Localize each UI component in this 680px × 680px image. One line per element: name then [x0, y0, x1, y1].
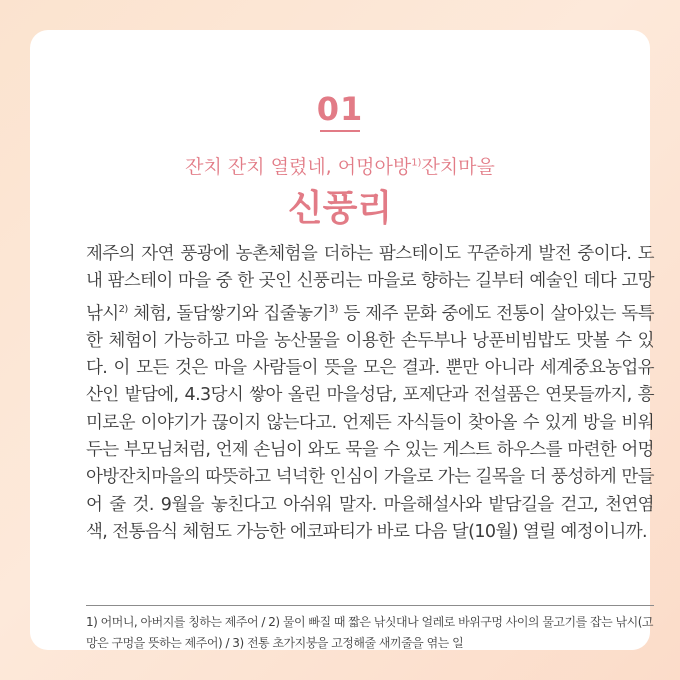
subtitle [30, 152, 650, 179]
subtitle-tail: 잔치마을 [421, 156, 495, 178]
page-title: 신풍리 [287, 188, 393, 229]
body-text-part: 등 제주 문화 중에도 전통이 살아있는 독특한 체험이 가능하고 마을 농산물을 이용한 손두부나 낭푼비빔밥도 맛볼 수 있다. 이 모든 것은 마을 사람들이 뜻을 모은 결과. 뿐만 아니라 세계중요농업유산인 밭담에, 4.3당시 쌓아 올린 마을성담, 포제단과 전설품은 연못들까지, 흥미로운 이야기가 끊이지 않는다고. 언제든 자식들이 찾아올 수 있게 방을 비워두는 부모님처럼, 언제 손님이 와도 묵을 수 있는 게스트 하우스를 마련한 어멍아방잔치마을의 따뜻하고 넉넉한 인심이 가을로 가는 길목을 더 풍성하게 만들어 줄 것. 9월을 놓친다고 아쉬워 말자. 마을해설사와 밭담길을 걷고, 천연염색, 전통음식 체험도 가능한 에코파티가 바로 다음 달(10월) 열릴 예정이니까. [86, 303, 654, 542]
subtitle-text: 잔치 잔치 열렸네, 어멍아방 [185, 156, 412, 178]
content-card [30, 30, 654, 650]
footnote-ref: 3) [328, 303, 338, 315]
footnote-ref: 2) [118, 303, 128, 315]
subtitle-footnote-ref: 1) [411, 157, 422, 169]
footnotes: 1) 어머니, 아버지를 칭하는 제주어 / 2) 물이 빠질 때 짧은 낚싯대나 얼레로 바위구멍 사이의 물고기를 잡는 낚시(고망은 구멍을 뜻하는 제주어) / 3) 전통 초가지붕을 고정해줄 새끼줄을 엮는 일 [86, 615, 653, 650]
body-text-part: 체험, 돌담쌓기와 집줄놓기 [127, 303, 329, 324]
footnote-divider [86, 605, 654, 606]
section-number: 01 [316, 90, 364, 128]
number-underline [320, 130, 360, 132]
body-text-part: 제주의 자연 풍광에 농촌체험을 더하는 팜스테이도 꾸준하게 발전 중이다. 도내 팜스테이 마을 중 한 곳인 신풍리는 마을로 향하는 길부터 예술인 데다 고망낚시 [86, 244, 654, 324]
body-paragraph [86, 241, 654, 546]
